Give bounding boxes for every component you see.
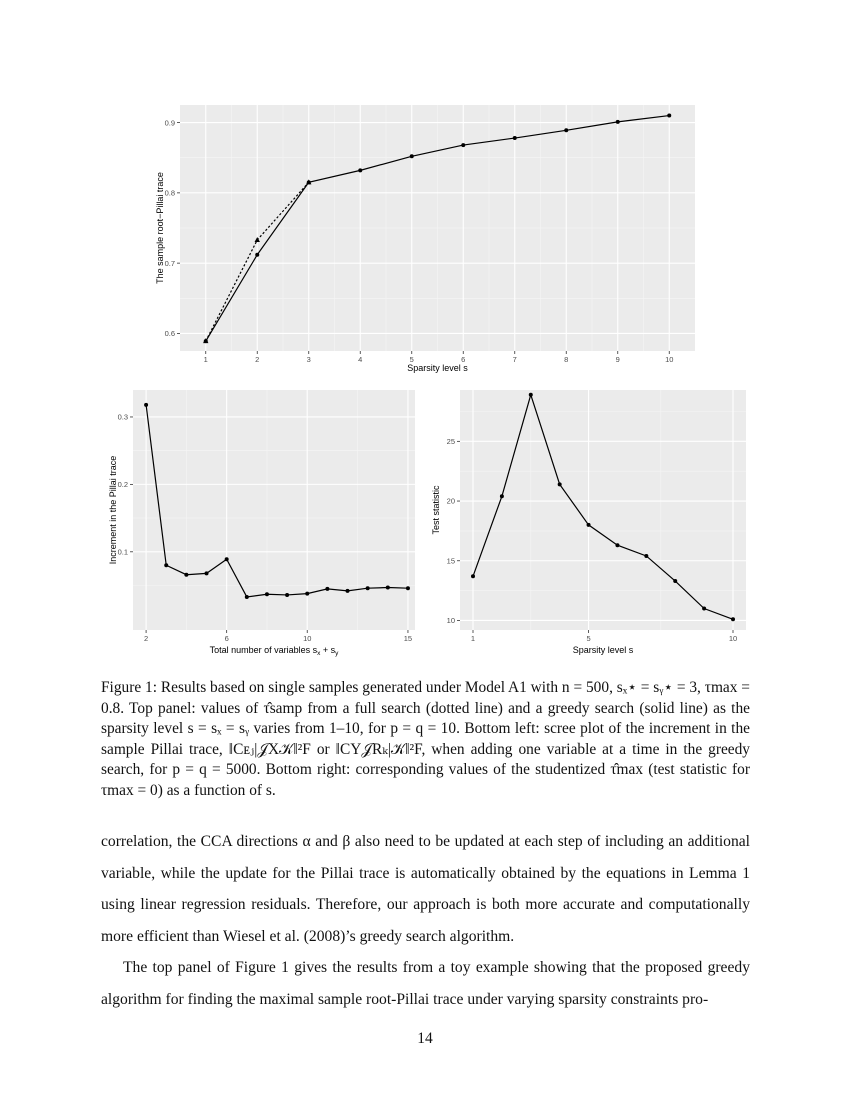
- y-tick-label: 0.6: [164, 329, 175, 339]
- x-axis-label-main: Sparsity level s: [407, 363, 468, 373]
- data-point: [615, 543, 619, 547]
- data-point: [587, 523, 591, 527]
- data-point: [305, 592, 309, 596]
- x-tick-label: 2: [255, 355, 260, 364]
- data-point: [564, 128, 568, 132]
- data-point: [500, 494, 504, 498]
- plot-group: [431, 390, 746, 655]
- data-point: [245, 595, 249, 599]
- paragraph-2: The top panel of Figure 1 gives the results from a toy example showing that the proposed greedy algorithm for finding the maximal sample root-Pillai trace under varying sparsity constraints pro-: [101, 959, 750, 1008]
- x-axis-label: [407, 363, 468, 373]
- y-tick-label: 0.8: [164, 188, 175, 198]
- bottom-right-chart-svg: [425, 385, 755, 660]
- data-point: [529, 393, 533, 397]
- x-tick-label: 10: [728, 634, 738, 643]
- x-tick-label: 5: [409, 355, 414, 364]
- y-tick-label: 20: [446, 496, 455, 506]
- data-point: [386, 586, 390, 590]
- data-point: [265, 592, 269, 596]
- data-point: [144, 403, 148, 407]
- x-tick-label: 1: [470, 634, 476, 643]
- data-point: [255, 253, 259, 257]
- panel-background: [460, 390, 746, 630]
- top-chart-svg: [150, 103, 710, 375]
- y-axis-label: Test statistic: [431, 485, 441, 535]
- x-axis-label-sub: y: [335, 650, 339, 657]
- bottom-left-chart: [100, 385, 430, 660]
- data-point: [366, 586, 370, 590]
- x-tick-label: 7: [512, 355, 517, 364]
- x-axis-label-mid: + s: [320, 645, 336, 655]
- data-point: [307, 180, 311, 184]
- y-tick-label: 0.9: [164, 118, 175, 128]
- y-axis-label: Increment in the Pillai trace: [108, 455, 118, 565]
- y-tick-label: 10: [446, 616, 455, 626]
- data-point: [667, 114, 671, 118]
- x-tick-label: 6: [224, 634, 229, 643]
- data-point: [702, 607, 706, 611]
- data-point: [731, 617, 735, 621]
- data-point: [558, 482, 562, 486]
- figure-caption: [101, 678, 750, 802]
- x-tick-label: 8: [564, 355, 569, 364]
- x-axis-label: [210, 645, 340, 657]
- y-tick-label: 25: [446, 437, 455, 447]
- data-point: [513, 136, 517, 140]
- data-point: [346, 589, 350, 593]
- x-tick-label: 2: [144, 634, 149, 643]
- bottom-right-chart: [425, 385, 755, 660]
- top-chart: [150, 103, 710, 375]
- plot-group: [108, 390, 415, 657]
- data-point: [204, 339, 208, 343]
- x-axis-label-sub: x: [317, 650, 321, 657]
- y-tick-label: 0.2: [117, 480, 128, 490]
- x-tick-label: 10: [303, 634, 312, 643]
- data-point: [406, 586, 410, 590]
- x-tick-label: 4: [358, 355, 363, 364]
- x-axis-label-main: Total number of variables s: [209, 645, 318, 655]
- x-tick-label: 3: [306, 355, 311, 364]
- y-tick-label: 0.1: [117, 547, 128, 557]
- caption-text: Results based on single samples generated under Model A1 with n = 500, sₓ⋆ = sᵧ⋆ = 3, τmax = 0.8. Top panel: values of τ̂samp from a full search (dotted line) and a greedy search (solid line) as the sparsity level s = sₓ = sᵧ varies from 1–10, for p = q = 10. Bottom left: scree plot of the increment in the sample Pillai trace, ‖Cᴇⱼ|𝒥X𝒦‖²F or ‖CY𝒥Rₖ|𝒦‖²F, when adding one variable at a time in the greedy search, for p = q = 5000. Bottom right: corresponding values of the studentized τ̂max (test statistic for τmax = 0) as a function of s.: [101, 679, 750, 799]
- data-point: [164, 563, 168, 567]
- data-point: [184, 573, 188, 577]
- x-axis-label-main: Sparsity level s: [572, 645, 634, 655]
- bottom-left-chart-svg: [100, 385, 430, 660]
- y-tick-label: 15: [446, 556, 455, 566]
- y-tick-label: 0.3: [117, 412, 128, 422]
- page-number: 14: [417, 1030, 433, 1047]
- body-text: [101, 826, 750, 1016]
- y-tick-label: 0.7: [164, 258, 175, 268]
- x-tick-label: 10: [665, 355, 674, 364]
- data-point: [285, 593, 289, 597]
- x-tick-label: 9: [615, 355, 620, 364]
- x-axis-label: [573, 645, 634, 655]
- data-point: [325, 587, 329, 591]
- data-point: [358, 168, 362, 172]
- x-tick-label: 15: [403, 634, 413, 643]
- x-tick-label: 1: [203, 355, 208, 364]
- caption-lead: Figure 1:: [101, 679, 158, 696]
- data-point: [225, 557, 229, 561]
- x-tick-label: 5: [586, 634, 591, 643]
- y-axis-label: The sample root−Pillai trace: [155, 172, 165, 284]
- data-point: [461, 143, 465, 147]
- paragraph-1: correlation, the CCA directions α and β also need to be updated at each step of including an additional variable, while the update for the Pillai trace is automatically obtained by the equations in Lemma 1 using linear regression residuals. Therefore, our approach is both more accurate and computationally more efficient than Wiesel et al. (2008)’s greedy search algorithm.: [101, 833, 750, 945]
- data-point: [616, 120, 620, 124]
- data-point: [471, 574, 475, 578]
- x-tick-label: 6: [461, 355, 466, 364]
- data-point: [410, 154, 414, 158]
- data-point: [644, 554, 648, 558]
- data-point: [205, 571, 209, 575]
- data-point: [673, 579, 677, 583]
- plot-group: [155, 105, 695, 373]
